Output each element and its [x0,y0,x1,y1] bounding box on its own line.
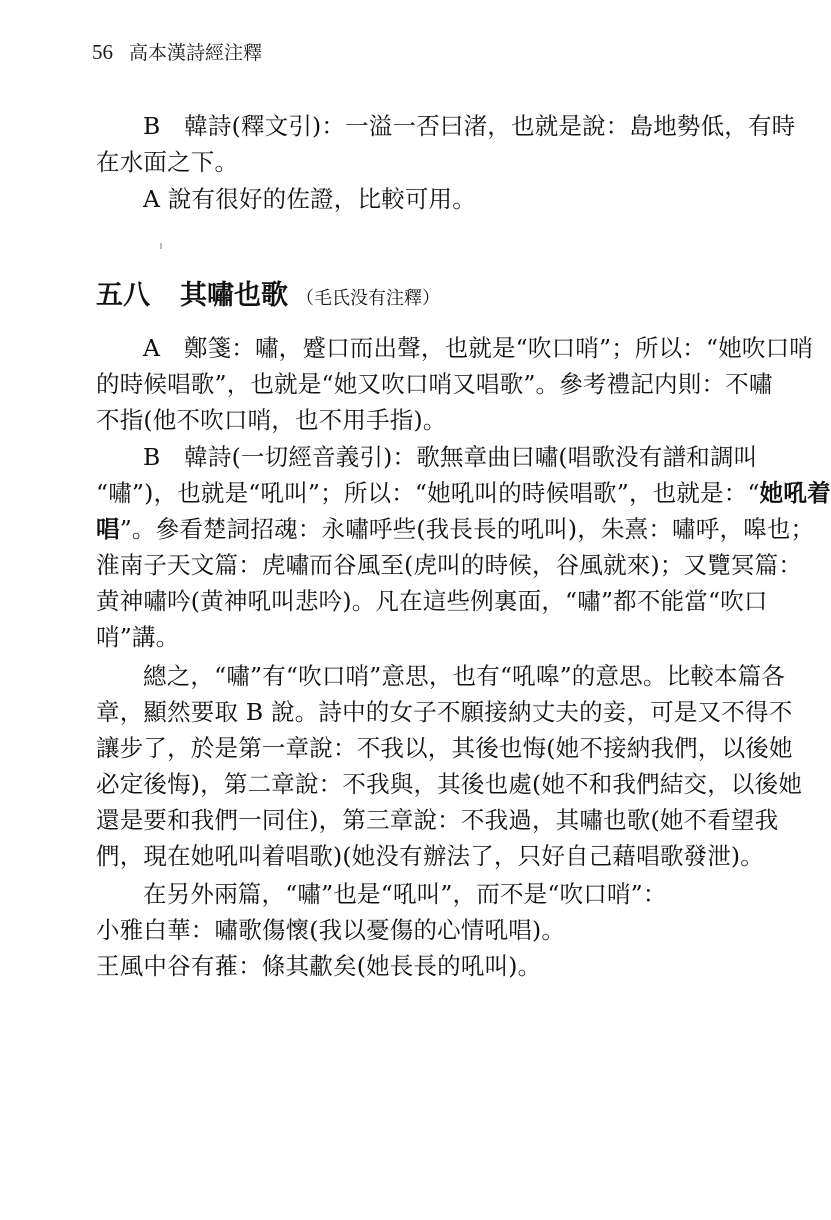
intro-paragraph-b [96,108,796,180]
text-line [96,475,831,511]
paragraph-d [96,876,736,984]
text-line: 黄神嘯吟(黄神吼叫悲吟)。凡在這些例裏面，“嘯”都不能當“吹口 [96,587,768,615]
paragraph-c [96,658,803,874]
text-line: 總之，“嘯”有“吹口哨”意思，也有“吼嗥”的意思。比較本篇各 [143,662,786,690]
text-line: 讓步了，於是第一章說：不我以，其後也悔(她不接納我們，以後她 [96,734,793,762]
citation-line: 小雅白華：嘯歌傷懷(我以憂傷的心情吼唱)。 [96,916,566,944]
text-line: 的時候唱歌”，也就是“她又吹口哨又唱歌”。參考禮記内則：不嘯 [96,370,773,398]
book-title: 高本漢詩經注釋 [129,42,263,64]
text-run: “嘯”)，也就是“吼叫”；所以：“她吼叫的時候唱歌”，也就是：“ [96,479,760,507]
text-line: 在另外兩篇，“嘯”也是“吼叫”，而不是“吹口哨”： [143,880,667,908]
section-number: 五八 [96,280,150,311]
text-line: A 說有很好的佐證，比較可用。 [143,185,476,213]
emphasis-text: 唱 [96,515,120,543]
text-line: B 韓詩(一切經音義引)：歌無章曲曰嘯(唱歌没有譜和調叫 [143,443,758,471]
page-header [92,38,262,65]
paragraph-a [96,330,814,438]
text-line: 哨”講。 [96,623,180,651]
emphasis-text: 她吼着 [759,479,831,507]
scan-mark [160,243,162,249]
text-line: 不指(他不吹口哨，也不用手指)。 [96,406,447,434]
text-line [96,511,815,547]
section-note: （毛氏没有注釋） [296,288,440,309]
citation-line: 王風中谷有蓷：條其歗矣(她長長的吼叫)。 [96,952,542,980]
text-line: A 鄭箋：嘯，蹙口而出聲，也就是“吹口哨”；所以：“她吹口哨 [143,334,814,362]
text-line: 章，顯然要取 B 說。詩中的女子不願接納丈夫的妾，可是又不得不 [96,698,793,726]
text-line: 還是要和我們一同住)，第三章說：不我過，其嘯也歌(她不看望我 [96,806,779,834]
text-line: B 韓詩(釋文引)：一溢一否曰渚，也就是說：島地勢低，有時 [143,112,796,140]
intro-paragraph-a [96,181,736,217]
section-heading [96,273,440,312]
text-line: 們，現在她吼叫着唱歌)(她没有辦法了，只好自己藉唱歌發泄)。 [96,842,765,870]
section-title: 其嘯也歌 [180,280,288,311]
paragraph-b [96,439,831,655]
text-line: 淮南子天文篇：虎嘯而谷風至(虎叫的時候，谷風就來)；又覽冥篇： [96,551,803,579]
page-number: 56 [92,40,113,64]
text-run: ”。參看楚詞招魂：永嘯呼些(我長長的吼叫)，朱熹：嘯呼，嗥也； [119,515,815,543]
text-line: 在水面之下。 [96,148,239,176]
text-line: 必定後悔)，第二章說：不我與，其後也處(她不和我們結交，以後她 [96,770,803,798]
